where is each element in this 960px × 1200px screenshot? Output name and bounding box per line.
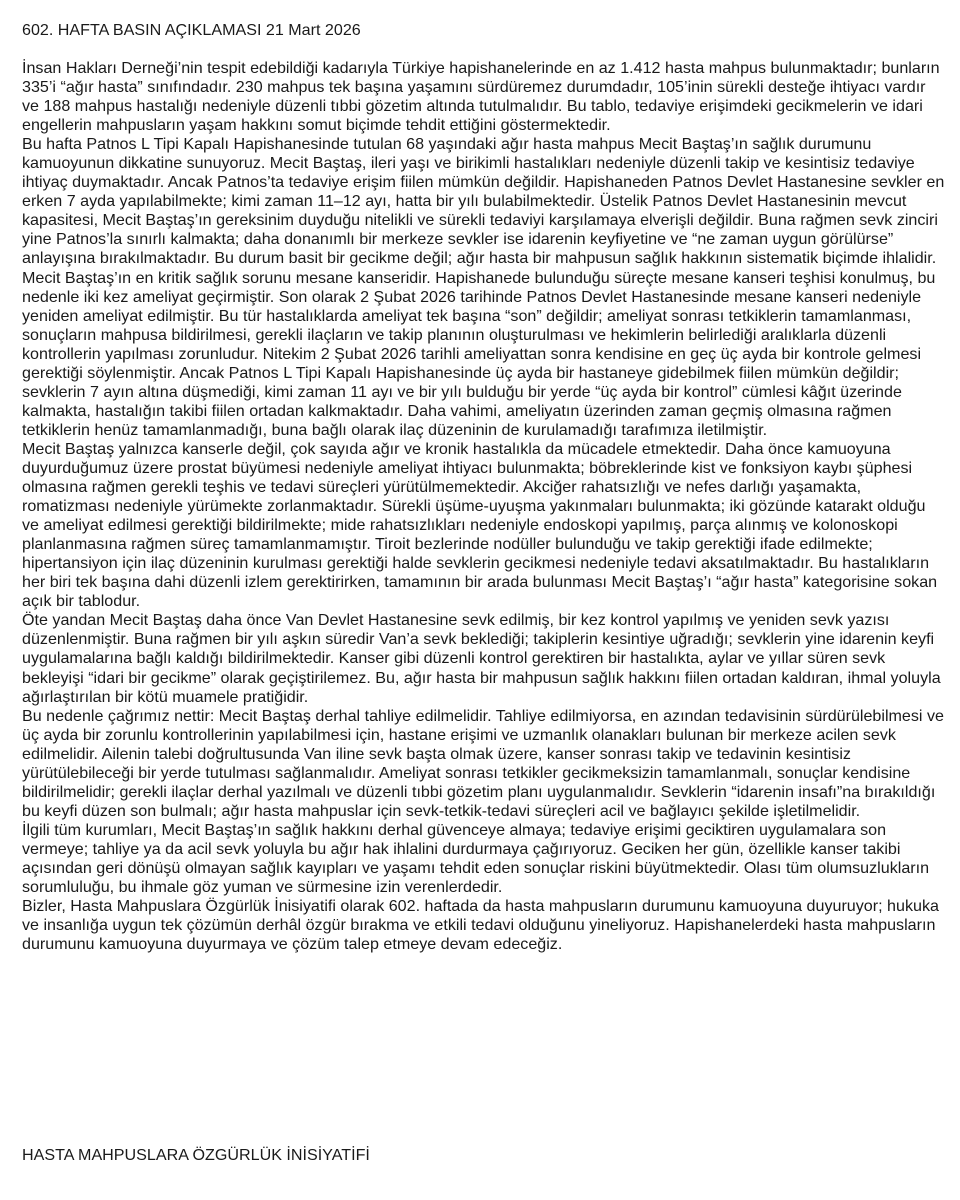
press-release: [22, 21, 946, 954]
paragraph-2: Bu hafta Patnos L Tipi Kapalı Hapishanesinde tutulan 68 yaşındaki ağır hasta mahpus Mecit Baştaş’ın sağlık durumunu kamuoyunun dikkatine sunuyoruz. Mecit Baştaş, ileri yaşı ve birikimli hastalıkları nedeniyle düzenli takip ve kesintisiz tedaviye ihtiyaç duymaktadır. Ancak Patnos’ta tedaviye erişim fiilen mümkün değildir. Hapishaneden Patnos Devlet Hastanesine sevkler en erken 7 ayda yapılabilmekte; kimi zaman 11–12 ayı, hatta bir yılı bulabilmektedir. Üstelik Patnos Devlet Hastanesinin mevcut kapasitesi, Mecit Baştaş’ın gereksinim duyduğu nitelikli ve sürekli tedaviyi karşılamaya elverişli değildir. Buna rağmen sevk zinciri yine Patnos’la sınırlı kalmakta; daha donanımlı bir merkeze sevkler ise idarenin keyfiyetine ve “ne zaman uygun görülürse” anlayışına bırakılmaktadır. Bu durum basit bir gecikme değil; ağır hasta bir mahpusun sağlık hakkının sistematik biçimde ihlalidir.: [22, 135, 945, 268]
signature: HASTA MAHPUSLARA ÖZGÜRLÜK İNİSİYATİFİ: [22, 1146, 370, 1164]
document-title: 602. HAFTA BASIN AÇIKLAMASI 21 Mart 2026: [22, 21, 361, 39]
paragraph-4: Mecit Baştaş yalnızca kanserle değil, çok sayıda ağır ve kronik hastalıkla da mücadele etmektedir. Daha önce kamuoyuna duyurduğumuz üzere prostat büyümesi nedeniyle ameliyat ihtiyacı bulunmakta; böbreklerinde kist ve fonksiyon kaybı şüphesi olmasına rağmen gerekli teşhis ve tedavi süreçleri yürütülmemektedir. Akciğer rahatsızlığı ve nefes darlığı yaşamakta, romatizması nedeniyle yürümekte zorlanmaktadır. Sürekli üşüme-uyuşma yakınmaları bulunmakta; iki gözünde katarakt olduğu ve ameliyat edilmesi gerektiği bildirilmekte; mide rahatsızlıkları nedeniyle endoskopi yapılmış, parça alınmış ve kolonoskopi planlanmasına rağmen süreç tamamlanmamıştır. Tiroit bezlerinde nodüller bulunduğu ve takip gerektiği ifade edilmekte; hipertansiyon için ilaç düzeninin kurulması gerektiği halde sevklerin gecikmesi nedeniyle tedavi aksatılmaktadır. Bu hastalıkların her biri tek başına dahi düzenli izlem gerektirirken, tamamının bir arada bulunması Mecit Baştaş’ı “ağır hasta” kategorisine sokan açık bir tablodur.: [22, 439, 938, 611]
paragraph-8: Bizler, Hasta Mahpuslara Özgürlük İnisiyatifi olarak 602. haftada da hasta mahpusların durumunu kamuoyuna duyuruyor; hukuka ve insanlığa uygun tek çözümün derhâl özgür bırakma ve etkili tedavi olduğunu yineliyoruz. Hapishanelerdeki hasta mahpusların durumunu kamuoyuna duyurmaya ve çözüm talep etmeye devam edeceğiz.: [22, 897, 939, 954]
paragraph-7: İlgili tüm kurumları, Mecit Baştaş’ın sağlık hakkını derhal güvenceye almaya; tedaviye erişimi geciktiren uygulamalara son vermeye; tahliye ya da acil sevk yoluyla bu ağır hak ihlalini durdurmaya çağırıyoruz. Geciken her gün, özellikle kanser takibi açısından geri dönüşü olmayan sağlık kayıpları ve yaşamı tehdit eden sonuçlar riskini büyütmektedir. Olası tüm olumsuzlukların sorumluluğu, bu ihmale göz yuman ve sürmesine izin verenlerdedir.: [22, 820, 930, 897]
paragraph-5: Öte yandan Mecit Baştaş daha önce Van Devlet Hastanesine sevk edilmiş, bir kez kontrol yapılmış ve yeniden sevk yazısı düzenlenmiştir. Buna rağmen bir yılı aşkın süredir Van’a sevk beklediği; takiplerin kesintiye uğradığı; sevklerin yine idarenin keyfi uygulamalarına bağlı kaldığı bildirilmektedir. Kanser gibi düzenli kontrol gerektiren bir hastalıkta, aylar ve yıllar süren sevk bekleyişi “idari bir gecikme” olarak geçiştirilemez. Bu, ağır hasta bir mahpusun sağlık hakkını fiilen ortadan kaldıran, ihmal yoluyla ağırlaştırılan bir kötü muamele pratiğidir.: [22, 611, 941, 706]
title-spacer: [22, 40, 946, 59]
paragraph-3: Mecit Baştaş’ın en kritik sağlık sorunu mesane kanseridir. Hapishanede bulunduğu süreçte mesane kanseri teşhisi konulmuş, bu nedenle iki kez ameliyat geçirmiştir. Son olarak 2 Şubat 2026 tarihinde Patnos Devlet Hastanesinde mesane kanseri nedeniyle yeniden ameliyat edilmiştir. Bu tür hastalıklarda ameliyat tek başına “son” değildir; ameliyat sonrası tetkiklerin tamamlanması, sonuçların mahpusa bildirilmesi, gerekli ilaçların ve takip planının oluşturulması ve hekimlerin belirlediği aralıklarla düzenli kontrollerin yapılması zorunludur. Nitekim 2 Şubat 2026 tarihli ameliyattan sonra kendisine en geç üç ayda bir kontrole gelmesi gerektiği söylenmiştir. Ancak Patnos L Tipi Kapalı Hapishanesinde üç ayda bir hastaneye gidebilmek fiilen mümkün değildir; sevklerin 7 ayın altına düşmediği, kimi zaman 11 ayı ve bir yılı bulduğu bir yerde “üç ayda bir kontrol” cümlesi kâğıt üzerinde kalmakta, hastalığın takibi fiilen ortadan kalkmaktadır. Daha vahimi, ameliyatın üzerinden zaman geçmiş olmasına rağmen tetkiklerin henüz tamamlanmadığı, buna bağlı olarak ilaç düzeninin de kurulamadığı tarafımıza iletilmiştir.: [22, 268, 936, 439]
paragraph-1: İnsan Hakları Derneği’nin tespit edebildiği kadarıyla Türkiye hapishanelerinde en az 1.412 hasta mahpus bulunmaktadır; bunların 335’i “ağır hasta” sınıfındadır. 230 mahpus tek başına yaşamını sürdüremez durumdadır, 105’inin sürekli desteğe ihtiyacı vardır ve 188 mahpus hastalığı nedeniyle düzenli tıbbi gözetim altında tutulmalıdır. Bu tablo, tedaviye erişimdeki gecikmelerin ve idari engellerin mahpusların yaşam hakkını somut biçimde tehdit ettiğini göstermektedir.: [22, 59, 940, 135]
paragraph-6: Bu nedenle çağrımız nettir: Mecit Baştaş derhal tahliye edilmelidir. Tahliye edilmiyorsa, en azından tedavisinin sürdürülebilmesi ve üç ayda bir zorunlu kontrollerinin yapılabilmesi için, hastane erişimi ve uzmanlık olanakları bulunan bir merkeze acilen sevk edilmelidir. Ailenin talebi doğrultusunda Van iline sevk başta olmak üzere, kanser sonrası takip ve tedavinin kesintisiz yürütülebileceği bir yerde tutulması sağlanmalıdır. Ameliyat sonrası tetkikler gecikmeksizin tamamlanmalı, sonuçlar kendisine bildirilmelidir; gerekli ilaçlar derhal yazılmalı ve düzenli tıbbi gözetim planı uygulanmalıdır. Sevklerin “idarenin insafı”na bırakıldığı bu keyfi düzen son bulmalı; ağır hasta mahpuslar için sevk-tetkik-tedavi süreçleri acil ve bağlayıcı şekilde işletilmelidir.: [22, 706, 944, 820]
